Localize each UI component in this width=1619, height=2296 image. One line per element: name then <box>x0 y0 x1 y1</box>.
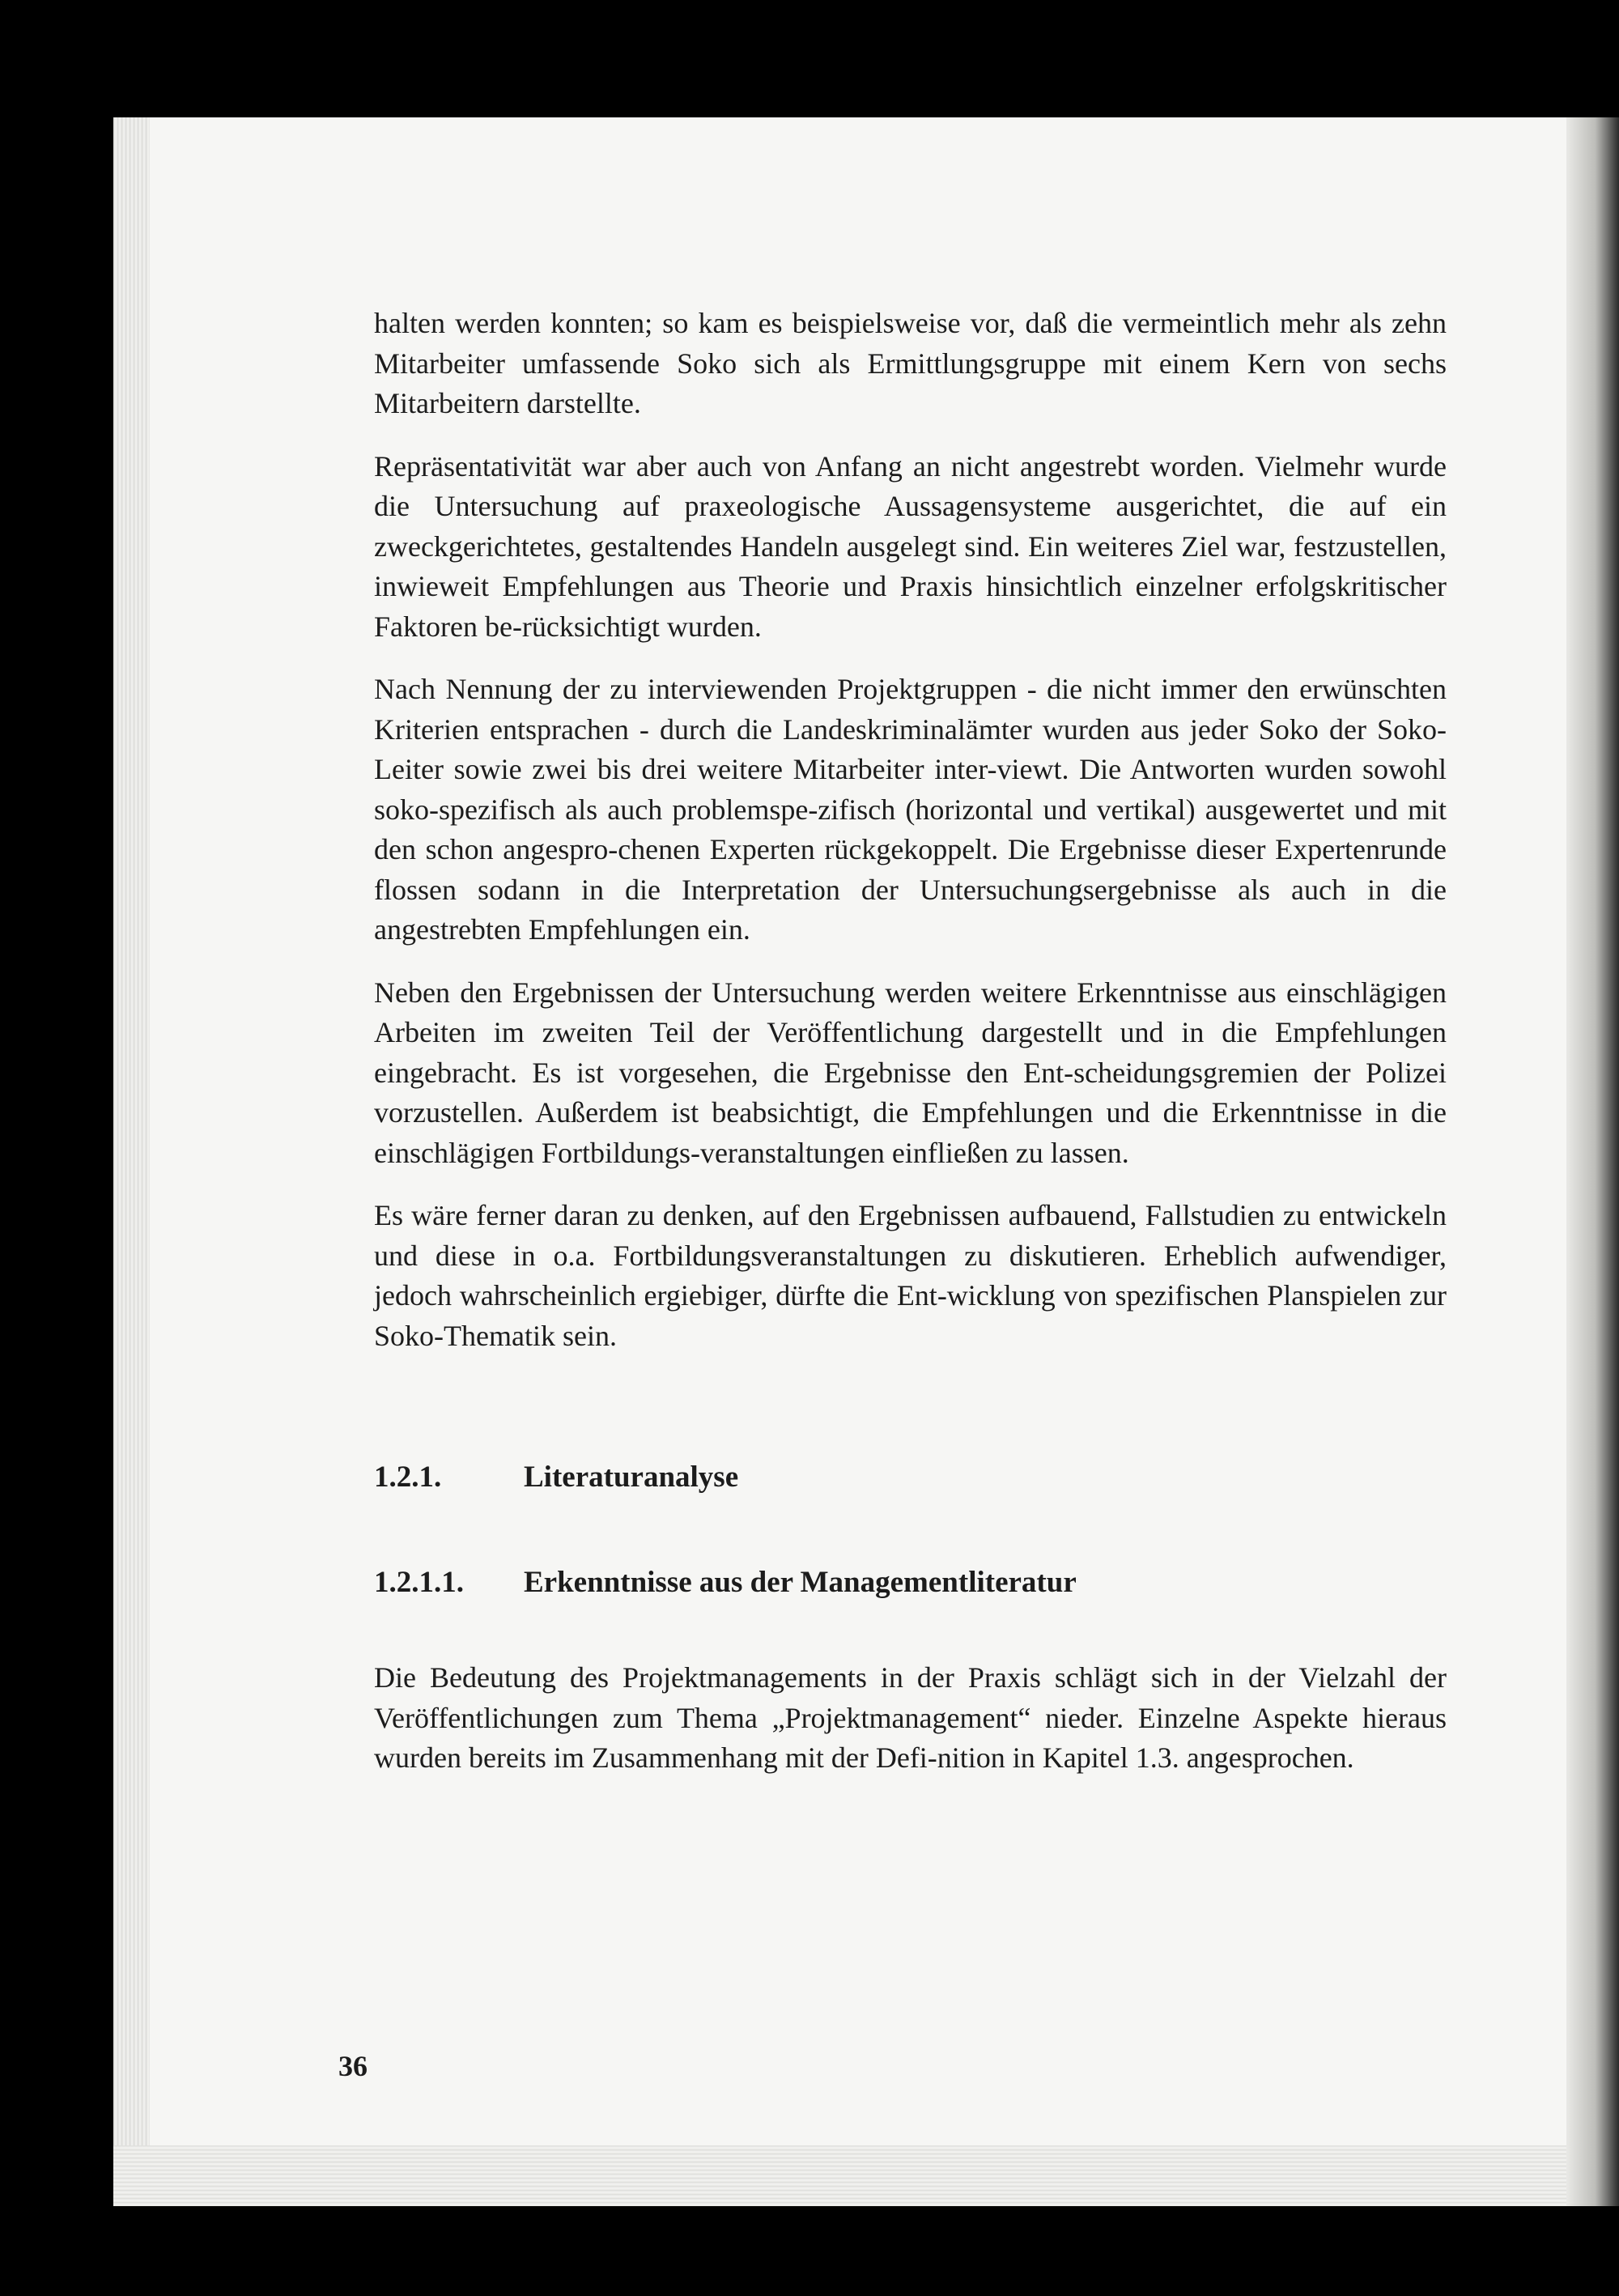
paragraph: Neben den Ergebnissen der Untersuchung werden weitere Erkenntnisse aus einschlägigen Arbeiten im zweiten Teil der Veröffentlichung dargestellt und in die Empfehlungen eingebracht. Es ist vorgesehen, die Ergebnisse den Ent-scheidungsgremien der Polizei vorzustellen. Außerdem ist beabsichtigt, die Empfehlungen und die Erkenntnisse in die einschlägigen Fortbildungs-veranstaltungen einfließen zu lassen. <box>374 976 1447 1169</box>
paragraph: Repräsentativität war aber auch von Anfang an nicht angestrebt worden. Vielmehr wurde die Untersuchung auf praxeologische Aussagensysteme ausgerichtet, die auf ein zweckgerichtetes, gestaltendes Handeln ausgelegt sind. Ein weiteres Ziel war, festzustellen, inwieweit Empfehlungen aus Theorie und Praxis hinsichtlich einzelner erfolgskritischer Faktoren be-rücksichtigt wurden. <box>374 449 1447 643</box>
paragraph: Es wäre ferner daran zu denken, auf den Ergebnissen aufbauend, Fallstudien zu entwickeln und diese in o.a. Fortbildungsveranstaltungen zu diskutieren. Erheblich aufwendiger, jedoch wahrscheinlich ergiebiger, dürfte die Ent-wicklung von spezifischen Planspielen zur Soko-Thematik sein. <box>374 1199 1447 1352</box>
section-number: 1.2.1. <box>374 1461 442 1494</box>
paragraph: halten werden konnten; so kam es beispielsweise vor, daß die vermeintlich mehr als zehn Mitarbeiter umfassende Soko sich als Ermittlungsgruppe mit einem Kern von sechs Mitarbeitern darstellte. <box>374 307 1447 419</box>
paragraph: Die Bedeutung des Projektmanagements in der Praxis schlägt sich in der Vielzahl der Veröffentlichungen zum Thema „Projektmanagement“ nieder. Einzelne Aspekte hieraus wurden bereits im Zusammenhang mit der Defi-nition in Kapitel 1.3. angesprochen. <box>374 1661 1447 1774</box>
section-heading <box>374 1457 1447 1498</box>
paragraph: Nach Nennung der zu interviewenden Projektgruppen - die nicht immer den erwünschten Kriterien entsprachen - durch die Landeskriminalämter wurden aus jeder Soko der Soko-Leiter sowie zwei bis drei weitere Mitarbeiter inter-viewt. Die Antworten wurden sowohl soko-spezifisch als auch problemspe-zifisch (horizontal und vertikal) ausgewertet und mit den schon angespro-chenen Experten rückgekoppelt. Die Ergebnisse dieser Expertenrunde flossen sodann in die Interpretation der Untersuchungsergebnisse als auch in die angestrebten Empfehlungen ein. <box>374 673 1447 946</box>
subsection-number: 1.2.1.1. <box>374 1566 464 1599</box>
subsection-heading <box>374 1563 1447 1603</box>
page-body <box>374 304 1447 1801</box>
page-number: 36 <box>338 2050 368 2082</box>
subsection-title: Erkenntnisse aus der Managementliteratur <box>524 1566 1077 1599</box>
book-gutter-shadow <box>1566 117 1619 2206</box>
section-title: Literaturanalyse <box>524 1461 739 1494</box>
page-stack-bottom-edge <box>113 2145 1570 2206</box>
page-stack-edge <box>113 117 150 2206</box>
